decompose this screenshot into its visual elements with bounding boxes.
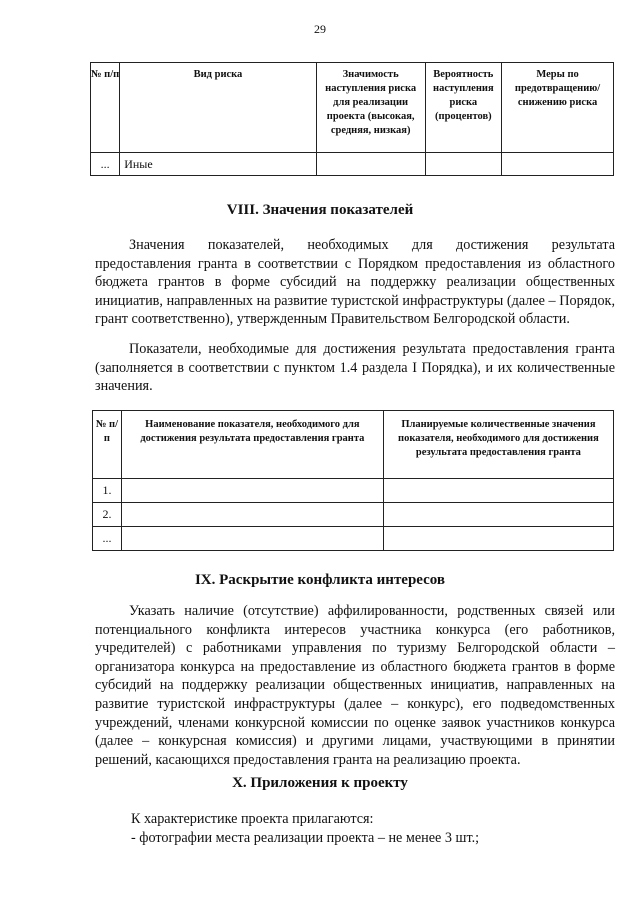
indicator-header-planned: Планируемые количественные значения показателя, необходимого для достижения результата предоставления гранта (383, 411, 613, 479)
table-row (93, 503, 614, 527)
section-8-paragraph-1: Значения показателей, необходимых для достижения результата предоставления гранта в соответствии с Порядком предоставления из областного бюджета грантов в форме субсидий на поддержку реализации общественных инициатив, направленных на развитие туристской инфраструктуры (далее – Порядок, грант соответственно), утвержденным Правительством Белгородской области. (95, 237, 615, 328)
indicator-row-cell (121, 503, 383, 527)
section-9-paragraph: Указать наличие (отсутствие) аффилированности, родственных связей или потенциального конфликта интересов участника конкурса (его работников, учредителей) с работниками управления по туризму Белгородской области – организатора конкурса на предоставление из областного бюджета грантов в форме субсидий на поддержку реализации общественных инициатив, направленных на развитие туристской инфраструктуры (далее – конкурс), его подведомственных учреждений, членами конкурсной комиссии по оценке заявок участников конкурса (далее – конкурсная комиссия) и другими лицами, участвующими в принятии решений, касающихся предоставления гранта на реализацию проекта. (95, 603, 615, 768)
risk-row-cell (425, 153, 502, 176)
section-9-title: IX. Раскрытие конфликта интересов (194, 572, 446, 588)
indicator-row-cell (121, 479, 383, 503)
indicator-row-cell (383, 503, 613, 527)
section-8-paragraph-2: Показатели, необходимые для достижения результата предоставления гранта (заполняется в соответствии с пунктом 1.4 раздела I Порядка), и их количественные значения. (95, 341, 615, 395)
attachments-intro: К характеристике проекта прилагаются: (131, 811, 374, 827)
indicators-table (92, 410, 614, 551)
risk-header-significance: Значимость наступления риска для реализации проекта (высокая, средняя, низкая) (316, 63, 425, 153)
indicator-row-cell (121, 527, 383, 551)
section-8-title: VIII. Значения показателей (226, 202, 414, 218)
indicator-header-num: № п/п (93, 411, 122, 479)
indicator-row-cell (383, 479, 613, 503)
risk-header-probability: Вероятность наступления риска (процентов) (425, 63, 502, 153)
indicator-row-num: 2. (93, 503, 122, 527)
table-row (93, 527, 614, 551)
table-row (93, 479, 614, 503)
page-number: 29 (314, 22, 326, 36)
indicator-row-num: ... (93, 527, 122, 551)
risk-row-cell (502, 153, 614, 176)
section-10-title: X. Приложения к проекту (232, 775, 408, 791)
indicator-header-name: Наименование показателя, необходимого для достижения результата предоставления гранта (121, 411, 383, 479)
risk-row-cell (316, 153, 425, 176)
indicator-row-num: 1. (93, 479, 122, 503)
risk-row-num: ... (91, 153, 120, 176)
attachment-item-photos: - фотографии места реализации проекта – не менее 3 шт.; (131, 830, 480, 846)
risk-header-measures: Меры по предотвращению/ снижению риска (502, 63, 614, 153)
table-row (91, 153, 614, 176)
risk-header-type: Вид риска (120, 63, 317, 153)
risk-header-num: № п/п (91, 63, 120, 153)
risk-table (90, 62, 614, 176)
risk-row-label: Иные (120, 153, 317, 176)
indicator-row-cell (383, 527, 613, 551)
